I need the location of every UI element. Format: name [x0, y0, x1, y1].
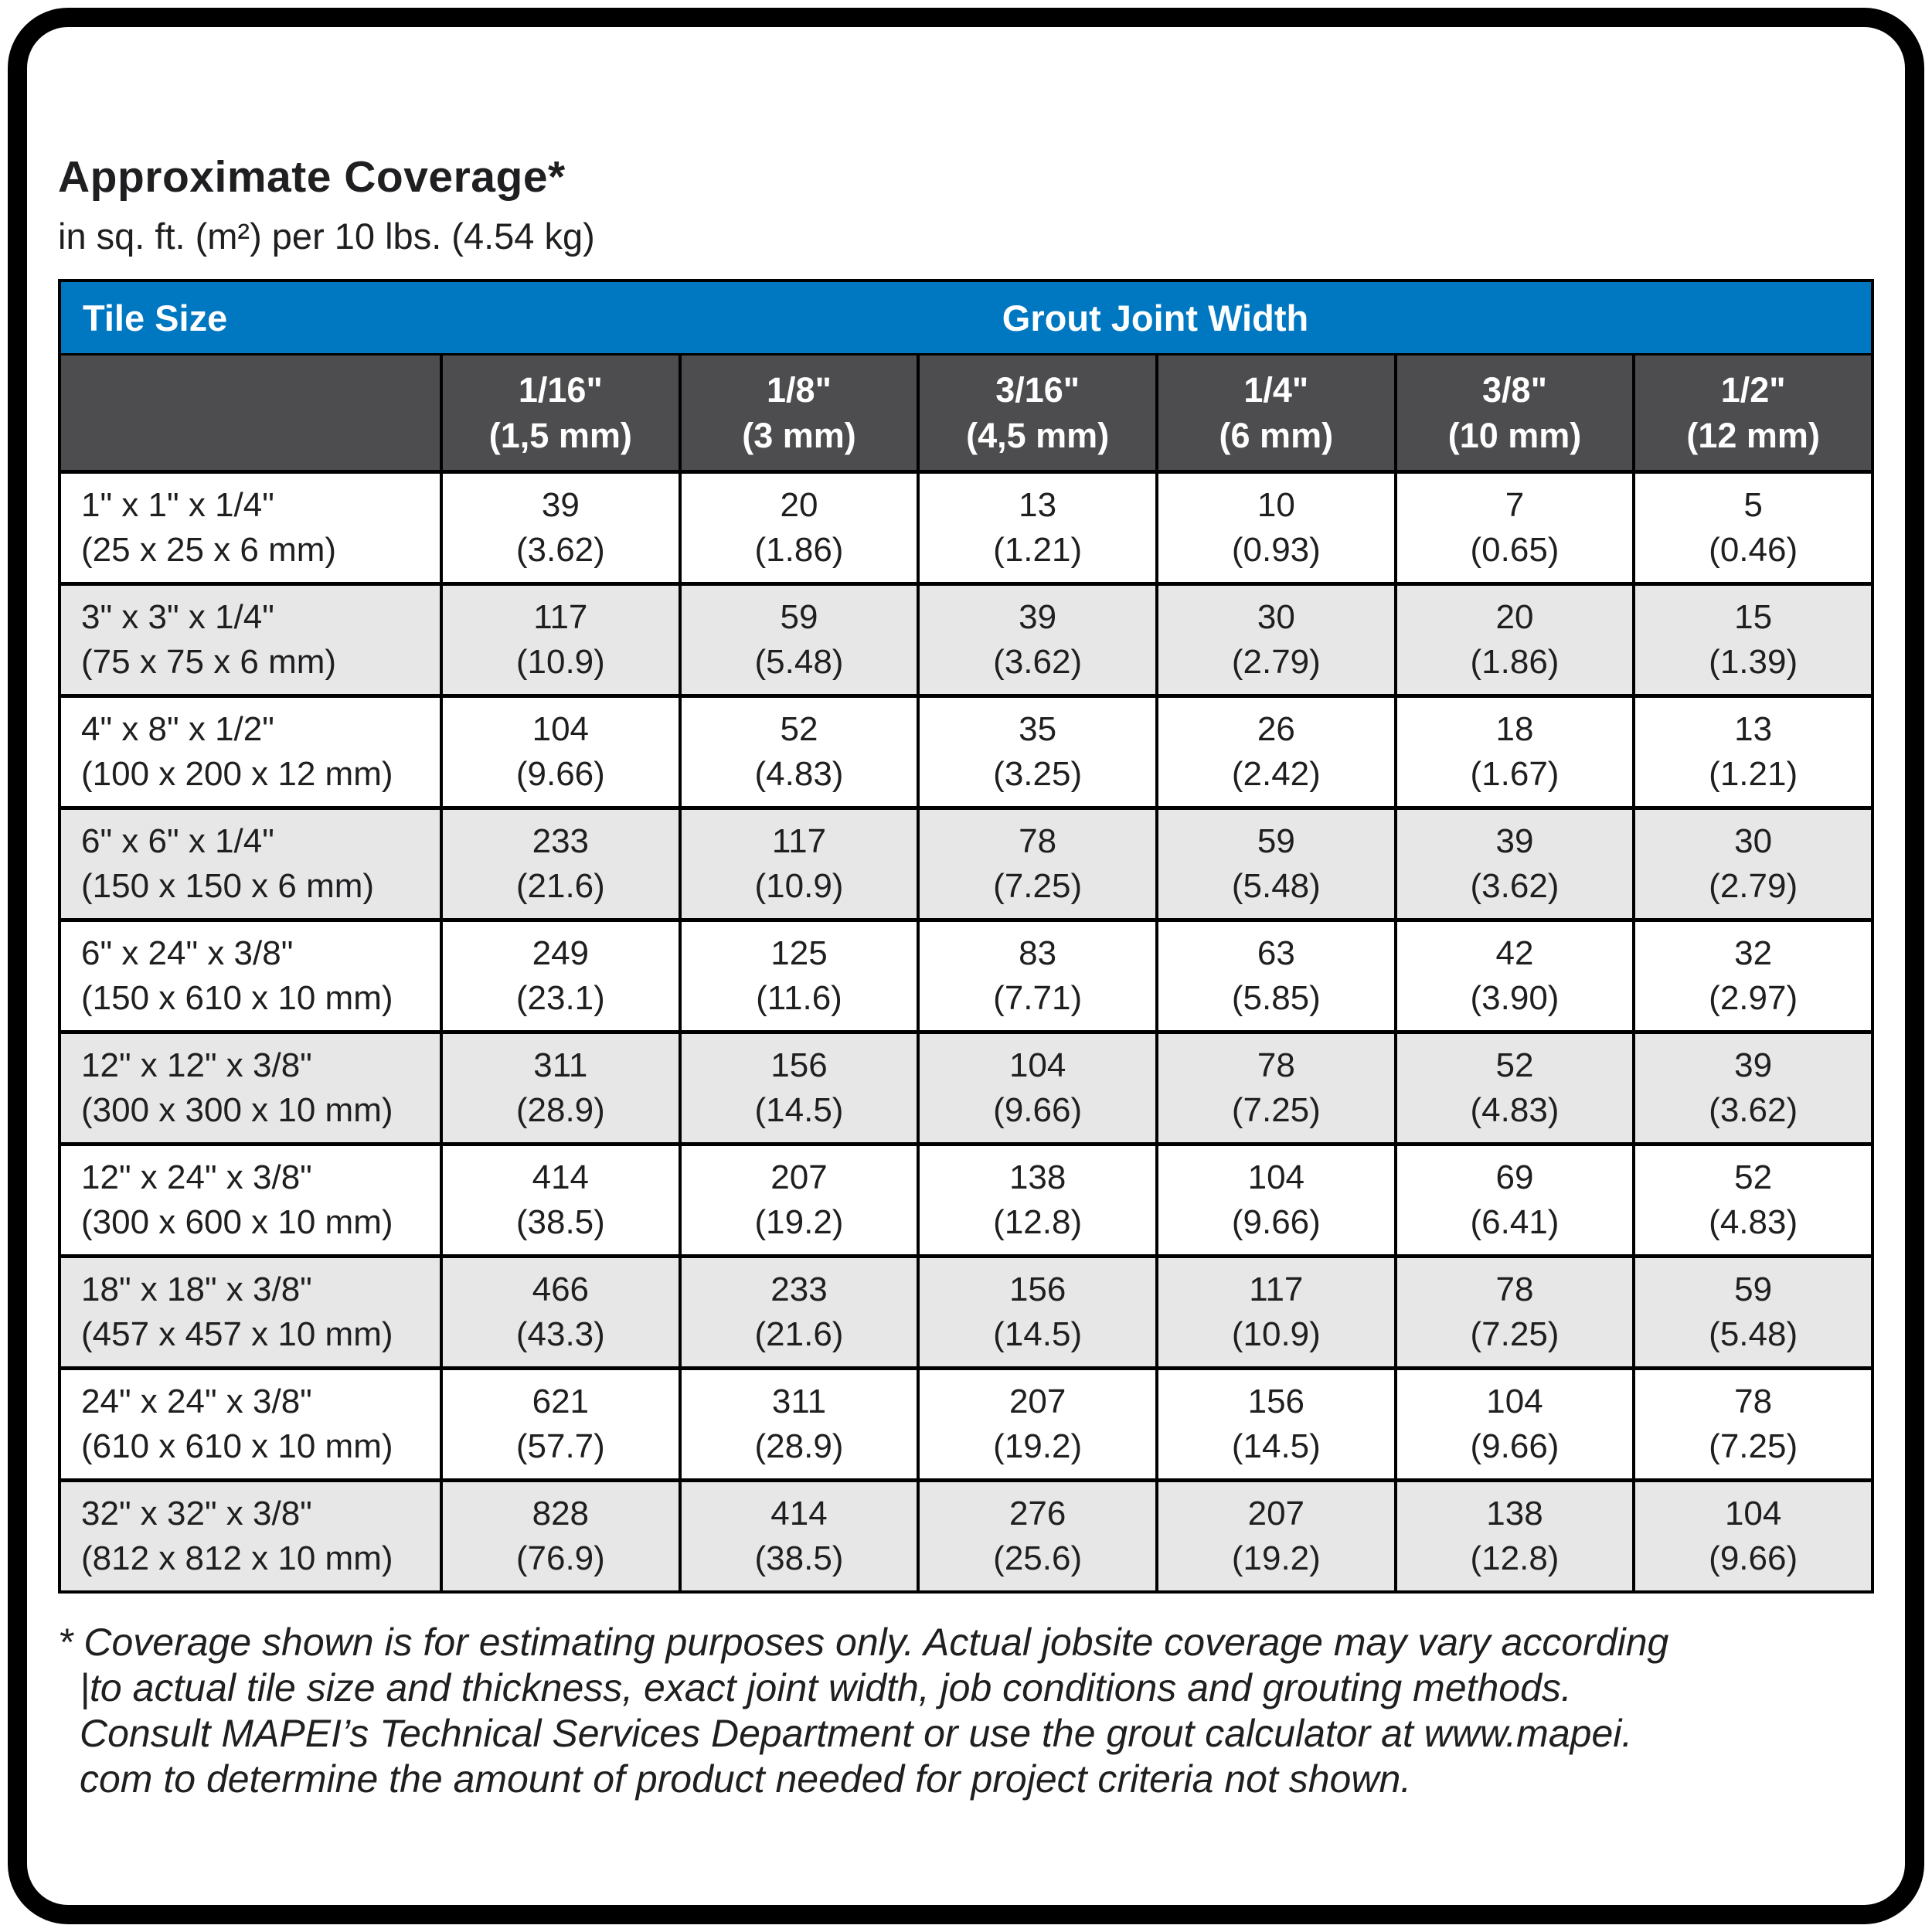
coverage-cell — [440, 1482, 679, 1590]
coverage-cell — [440, 922, 679, 1030]
coverage-cell — [1394, 922, 1633, 1030]
coverage-m2: (14.5) — [1231, 1427, 1321, 1465]
coverage-sqft: 42 — [1495, 934, 1534, 972]
coverage-sqft: 26 — [1257, 709, 1295, 748]
coverage-sqft: 10 — [1257, 485, 1295, 524]
coverage-cell — [917, 1258, 1155, 1366]
coverage-cell — [679, 698, 917, 806]
coverage-cell — [1394, 1034, 1633, 1142]
joint-width-inch: 1/8" — [767, 369, 832, 410]
coverage-m2: (28.9) — [754, 1427, 844, 1465]
coverage-m2: (5.85) — [1231, 979, 1321, 1017]
tile-size-cell — [61, 474, 440, 582]
coverage-cell — [1394, 1146, 1633, 1254]
coverage-m2: (25.6) — [993, 1539, 1083, 1577]
joint-width-inch: 1/16" — [518, 369, 603, 410]
coverage-sqft: 20 — [780, 485, 818, 524]
tile-size-metric: (610 x 610 x 10 mm) — [81, 1427, 393, 1465]
table-header-row — [61, 282, 1871, 353]
tile-size-imperial: 4" x 8" x 1/2" — [81, 709, 274, 748]
coverage-m2: (1.86) — [754, 531, 844, 569]
coverage-m2: (14.5) — [754, 1091, 844, 1129]
coverage-m2: (3.62) — [515, 531, 605, 569]
coverage-sqft: 13 — [1734, 709, 1773, 748]
coverage-m2: (28.9) — [515, 1091, 605, 1129]
footnote — [58, 1620, 1874, 1802]
coverage-cell — [679, 1258, 917, 1366]
coverage-m2: (2.79) — [1231, 643, 1321, 681]
coverage-m2: (76.9) — [515, 1539, 605, 1577]
coverage-sqft: 156 — [770, 1046, 828, 1084]
coverage-sqft: 276 — [1009, 1494, 1066, 1532]
tile-size-imperial: 3" x 3" x 1/4" — [81, 597, 274, 636]
page-subtitle: in sq. ft. (m²) per 10 lbs. (4.54 kg) — [58, 216, 595, 257]
coverage-sqft: 104 — [1486, 1382, 1543, 1420]
coverage-m2: (11.6) — [756, 979, 842, 1017]
coverage-m2: (21.6) — [515, 867, 605, 905]
coverage-m2: (43.3) — [515, 1315, 605, 1353]
coverage-cell — [1632, 1370, 1871, 1478]
coverage-m2: (1.86) — [1470, 643, 1560, 681]
coverage-m2: (10.9) — [754, 867, 844, 905]
coverage-cell — [440, 1034, 679, 1142]
coverage-m2: (9.66) — [993, 1091, 1083, 1129]
coverage-m2: (7.25) — [1709, 1427, 1798, 1465]
tile-size-cell — [61, 1258, 440, 1366]
coverage-m2: (3.90) — [1470, 979, 1560, 1017]
coverage-cell — [679, 922, 917, 1030]
coverage-cell — [679, 1034, 917, 1142]
table-row — [61, 1254, 1871, 1366]
coverage-sqft: 207 — [1009, 1382, 1066, 1420]
coverage-sqft: 59 — [780, 597, 818, 636]
coverage-m2: (12.8) — [1470, 1539, 1560, 1577]
coverage-sqft: 30 — [1734, 821, 1773, 860]
coverage-m2: (7.25) — [1470, 1315, 1560, 1353]
coverage-cell — [1394, 1482, 1633, 1590]
coverage-sqft: 35 — [1019, 709, 1057, 748]
coverage-cell — [1155, 698, 1394, 806]
coverage-cell — [1155, 586, 1394, 694]
tile-size-metric: (457 x 457 x 10 mm) — [81, 1315, 393, 1353]
coverage-sqft: 104 — [1009, 1046, 1066, 1084]
joint-width-metric: (1,5 mm) — [488, 416, 632, 455]
coverage-cell — [1155, 810, 1394, 918]
coverage-m2: (9.66) — [515, 755, 605, 793]
coverage-cell — [679, 1370, 917, 1478]
coverage-sqft: 311 — [533, 1046, 588, 1084]
tile-size-metric: (150 x 150 x 6 mm) — [81, 867, 375, 905]
coverage-cell — [1632, 1034, 1871, 1142]
coverage-m2: (1.21) — [993, 531, 1083, 569]
coverage-sqft: 32 — [1734, 934, 1773, 972]
coverage-sqft: 78 — [1734, 1382, 1773, 1420]
coverage-m2: (3.62) — [1709, 1091, 1798, 1129]
coverage-cell — [1394, 698, 1633, 806]
coverage-sqft: 138 — [1486, 1494, 1543, 1532]
coverage-sqft: 59 — [1257, 821, 1295, 860]
joint-width-metric: (10 mm) — [1447, 416, 1582, 455]
coverage-m2: (2.79) — [1709, 867, 1798, 905]
coverage-sqft: 207 — [1247, 1494, 1305, 1532]
coverage-sqft: 39 — [541, 485, 580, 524]
tile-size-imperial: 12" x 12" x 3/8" — [81, 1046, 312, 1084]
coverage-cell — [440, 1258, 679, 1366]
coverage-sqft: 207 — [770, 1158, 828, 1196]
coverage-m2: (4.83) — [1709, 1203, 1798, 1241]
coverage-cell — [1155, 474, 1394, 582]
coverage-sqft: 52 — [780, 709, 818, 748]
joint-width-column-header — [1632, 355, 1871, 470]
coverage-m2: (7.71) — [993, 979, 1083, 1017]
coverage-sqft: 828 — [532, 1494, 590, 1532]
coverage-cell — [1155, 1034, 1394, 1142]
joint-width-metric: (6 mm) — [1219, 416, 1334, 455]
coverage-sqft: 138 — [1009, 1158, 1066, 1196]
coverage-m2: (9.66) — [1470, 1427, 1560, 1465]
coverage-m2: (0.93) — [1231, 531, 1321, 569]
coverage-sqft: 63 — [1257, 934, 1295, 972]
table-row — [61, 694, 1871, 806]
coverage-sqft: 18 — [1495, 709, 1534, 748]
coverage-sqft: 78 — [1257, 1046, 1295, 1084]
coverage-sqft: 249 — [532, 934, 590, 972]
joint-width-corner-cell — [61, 355, 440, 470]
coverage-cell — [917, 474, 1155, 582]
coverage-sqft: 39 — [1019, 597, 1057, 636]
coverage-cell — [917, 1370, 1155, 1478]
tile-size-metric: (300 x 300 x 10 mm) — [81, 1091, 393, 1129]
coverage-cell — [679, 586, 917, 694]
table-row — [61, 1030, 1871, 1142]
coverage-m2: (1.67) — [1470, 755, 1560, 793]
coverage-sqft: 52 — [1734, 1158, 1773, 1196]
tile-size-metric: (150 x 610 x 10 mm) — [81, 979, 393, 1017]
coverage-m2: (1.21) — [1709, 755, 1798, 793]
coverage-sqft: 7 — [1505, 485, 1525, 524]
coverage-sqft: 104 — [1724, 1494, 1782, 1532]
coverage-cell — [917, 1034, 1155, 1142]
table-row — [61, 1478, 1871, 1590]
tile-size-cell — [61, 1034, 440, 1142]
coverage-cell — [1632, 1482, 1871, 1590]
coverage-m2: (2.97) — [1709, 979, 1798, 1017]
coverage-cell — [1632, 810, 1871, 918]
coverage-sqft: 104 — [532, 709, 590, 748]
coverage-sqft: 156 — [1009, 1270, 1066, 1308]
table-row — [61, 806, 1871, 918]
coverage-m2: (2.42) — [1231, 755, 1321, 793]
coverage-m2: (21.6) — [754, 1315, 844, 1353]
coverage-cell — [1394, 586, 1633, 694]
coverage-sqft: 78 — [1019, 821, 1057, 860]
coverage-m2: (6.41) — [1470, 1203, 1560, 1241]
coverage-cell — [1155, 1146, 1394, 1254]
coverage-cell — [1632, 1258, 1871, 1366]
coverage-sqft: 15 — [1734, 597, 1773, 636]
coverage-cell — [440, 474, 679, 582]
coverage-cell — [679, 1146, 917, 1254]
coverage-sqft: 59 — [1734, 1270, 1773, 1308]
coverage-cell — [1632, 474, 1871, 582]
coverage-sqft: 13 — [1019, 485, 1057, 524]
coverage-sqft: 78 — [1495, 1270, 1534, 1308]
tile-size-imperial: 12" x 24" x 3/8" — [81, 1158, 312, 1196]
coverage-m2: (57.7) — [515, 1427, 605, 1465]
coverage-m2: (10.9) — [1231, 1315, 1321, 1353]
tile-size-cell — [61, 922, 440, 1030]
coverage-cell — [917, 810, 1155, 918]
joint-width-inch: 1/4" — [1243, 369, 1309, 410]
joint-width-inch: 3/16" — [995, 369, 1080, 410]
tile-size-imperial: 24" x 24" x 3/8" — [81, 1382, 312, 1420]
tile-size-imperial: 6" x 24" x 3/8" — [81, 934, 294, 972]
coverage-cell — [1155, 1482, 1394, 1590]
coverage-m2: (0.65) — [1470, 531, 1560, 569]
footnote-line: |to actual tile size and thickness, exact joint width, job conditions and grouting methods. — [80, 1666, 1572, 1709]
coverage-sqft: 621 — [532, 1382, 590, 1420]
coverage-cell — [917, 1482, 1155, 1590]
table-body — [61, 470, 1871, 1590]
joint-width-column-header — [917, 355, 1155, 470]
coverage-cell — [1632, 586, 1871, 694]
footnote-line: Consult MAPEI’s Technical Services Department or use the grout calculator at www.mapei. — [80, 1712, 1633, 1755]
coverage-cell — [917, 922, 1155, 1030]
table-row — [61, 1142, 1871, 1254]
tile-size-cell — [61, 1146, 440, 1254]
coverage-cell — [440, 586, 679, 694]
coverage-cell — [1632, 922, 1871, 1030]
tile-size-metric: (100 x 200 x 12 mm) — [81, 755, 393, 793]
coverage-sqft: 156 — [1247, 1382, 1305, 1420]
coverage-table — [58, 279, 1874, 1594]
tile-size-metric: (812 x 812 x 10 mm) — [81, 1539, 393, 1577]
coverage-sqft: 39 — [1495, 821, 1534, 860]
table-row — [61, 918, 1871, 1030]
coverage-cell — [917, 698, 1155, 806]
joint-width-subheader-row — [61, 353, 1871, 470]
coverage-cell — [1632, 1146, 1871, 1254]
table-row — [61, 582, 1871, 694]
coverage-sqft: 233 — [770, 1270, 828, 1308]
coverage-cell — [440, 698, 679, 806]
coverage-cell — [1394, 474, 1633, 582]
table-row — [61, 1366, 1871, 1478]
coverage-m2: (1.39) — [1709, 643, 1798, 681]
coverage-cell — [679, 810, 917, 918]
coverage-sqft: 69 — [1495, 1158, 1534, 1196]
coverage-m2: (3.62) — [993, 643, 1083, 681]
coverage-cell — [1394, 1370, 1633, 1478]
page-title: Approximate Coverage* — [58, 152, 566, 202]
coverage-cell — [917, 1146, 1155, 1254]
coverage-cell — [1155, 1370, 1394, 1478]
tile-size-metric: (300 x 600 x 10 mm) — [81, 1203, 393, 1241]
tile-size-cell — [61, 1370, 440, 1478]
tile-size-cell — [61, 810, 440, 918]
coverage-sqft: 104 — [1247, 1158, 1305, 1196]
coverage-cell — [1155, 1258, 1394, 1366]
coverage-m2: (7.25) — [1231, 1091, 1321, 1129]
coverage-m2: (3.25) — [993, 755, 1083, 793]
content-area — [58, 0, 1874, 1802]
coverage-cell — [917, 586, 1155, 694]
coverage-sqft: 20 — [1495, 597, 1534, 636]
coverage-sqft: 466 — [532, 1270, 590, 1308]
footnote-line: * Coverage shown is for estimating purposes only. Actual jobsite coverage may vary according — [58, 1621, 1669, 1664]
grout-joint-width-header: Grout Joint Width — [1002, 297, 1309, 338]
coverage-m2: (14.5) — [993, 1315, 1083, 1353]
joint-width-column-header — [440, 355, 679, 470]
joint-width-metric: (3 mm) — [742, 416, 856, 455]
tile-size-imperial: 6" x 6" x 1/4" — [81, 821, 274, 860]
coverage-m2: (5.48) — [1709, 1315, 1798, 1353]
tile-size-metric: (25 x 25 x 6 mm) — [81, 531, 337, 569]
coverage-cell — [1394, 1258, 1633, 1366]
coverage-cell — [440, 810, 679, 918]
joint-width-column-header — [1394, 355, 1633, 470]
coverage-sqft: 39 — [1734, 1046, 1773, 1084]
coverage-sqft: 233 — [532, 821, 590, 860]
coverage-m2: (4.83) — [1470, 1091, 1560, 1129]
tile-size-imperial: 32" x 32" x 3/8" — [81, 1494, 312, 1532]
coverage-m2: (9.66) — [1231, 1203, 1321, 1241]
coverage-cell — [440, 1146, 679, 1254]
coverage-cell — [1394, 810, 1633, 918]
joint-width-metric: (4,5 mm) — [966, 416, 1110, 455]
coverage-m2: (9.66) — [1709, 1539, 1798, 1577]
coverage-m2: (38.5) — [515, 1203, 605, 1241]
coverage-m2: (4.83) — [754, 755, 844, 793]
tile-size-imperial: 1" x 1" x 1/4" — [81, 485, 274, 524]
joint-width-column-header — [1155, 355, 1394, 470]
coverage-sqft: 30 — [1257, 597, 1295, 636]
tile-size-imperial: 18" x 18" x 3/8" — [81, 1270, 312, 1308]
coverage-m2: (12.8) — [993, 1203, 1083, 1241]
coverage-m2: (7.25) — [993, 867, 1083, 905]
joint-width-inch: 3/8" — [1482, 369, 1547, 410]
coverage-cell — [1155, 922, 1394, 1030]
tile-size-cell — [61, 586, 440, 694]
joint-width-metric: (12 mm) — [1686, 416, 1820, 455]
coverage-sqft: 311 — [771, 1382, 827, 1420]
coverage-sqft: 117 — [771, 821, 827, 860]
tile-size-cell — [61, 698, 440, 806]
coverage-sqft: 83 — [1019, 934, 1057, 972]
coverage-m2: (0.46) — [1709, 531, 1798, 569]
coverage-sqft: 52 — [1495, 1046, 1534, 1084]
coverage-cell — [1632, 698, 1871, 806]
coverage-sqft: 414 — [770, 1494, 828, 1532]
coverage-m2: (19.2) — [1231, 1539, 1321, 1577]
coverage-cell — [679, 474, 917, 582]
coverage-sqft: 5 — [1743, 485, 1763, 524]
tile-size-metric: (75 x 75 x 6 mm) — [81, 643, 337, 681]
coverage-m2: (19.2) — [754, 1203, 844, 1241]
coverage-sqft: 117 — [533, 597, 588, 636]
coverage-m2: (19.2) — [993, 1427, 1083, 1465]
joint-width-column-header — [679, 355, 917, 470]
coverage-sqft: 117 — [1249, 1270, 1304, 1308]
coverage-m2: (38.5) — [754, 1539, 844, 1577]
joint-width-inch: 1/2" — [1720, 369, 1786, 410]
coverage-cell — [679, 1482, 917, 1590]
table-row — [61, 470, 1871, 582]
coverage-m2: (5.48) — [1231, 867, 1321, 905]
footnote-line: com to determine the amount of product needed for project criteria not shown. — [80, 1757, 1412, 1801]
coverage-m2: (5.48) — [754, 643, 844, 681]
tile-size-header: Tile Size — [83, 297, 228, 338]
coverage-m2: (10.9) — [515, 643, 605, 681]
coverage-cell — [440, 1370, 679, 1478]
coverage-sqft: 414 — [532, 1158, 590, 1196]
coverage-m2: (3.62) — [1470, 867, 1560, 905]
coverage-m2: (23.1) — [515, 979, 605, 1017]
coverage-sqft: 125 — [770, 934, 828, 972]
tile-size-cell — [61, 1482, 440, 1590]
